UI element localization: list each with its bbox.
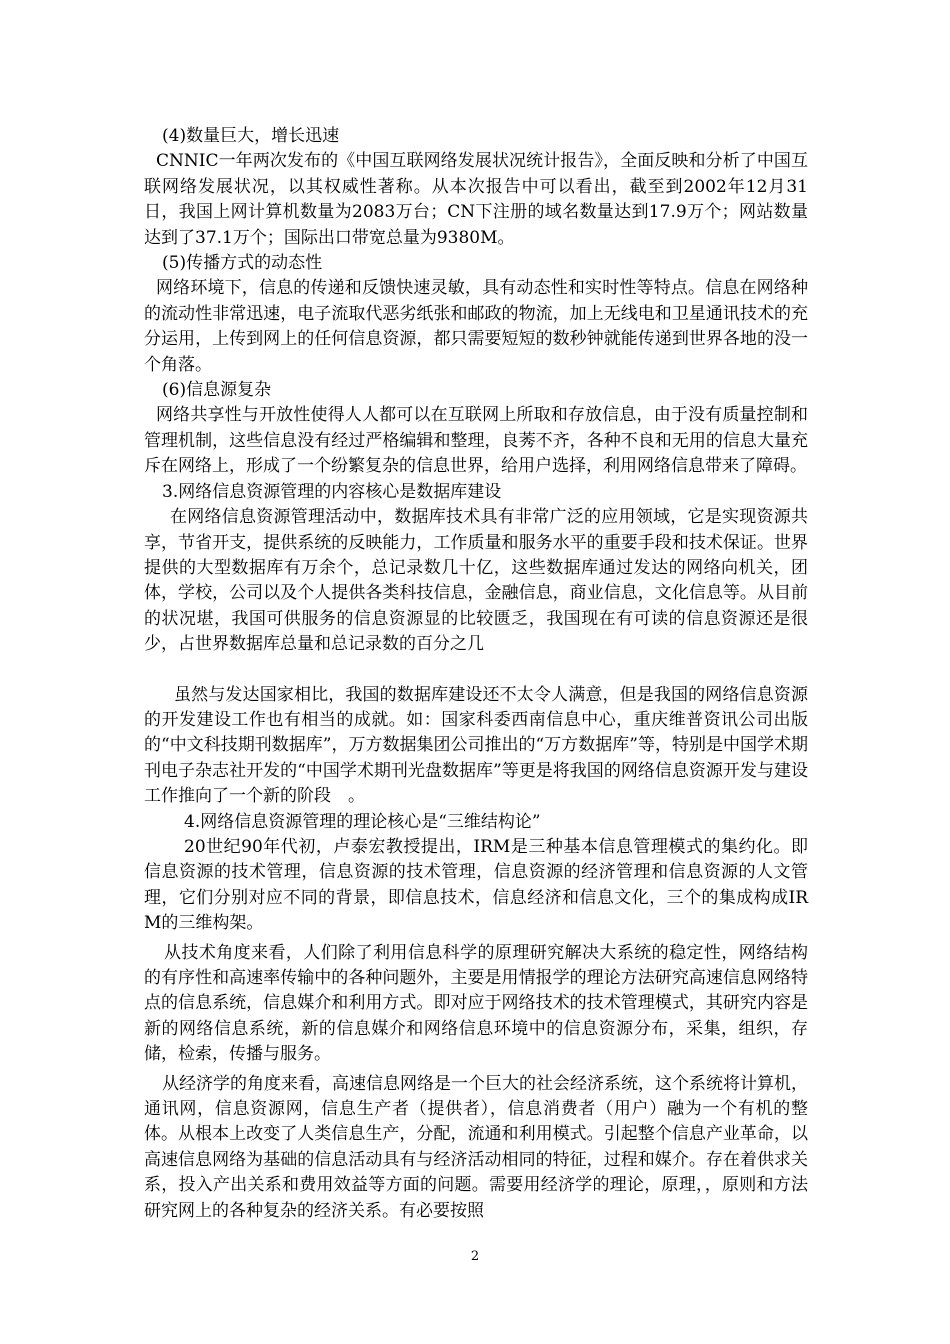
paragraph: 网络共享性与开放性使得人人都可以在互联网上所取和存放信息，由于没有质量控制和管理机制，这些信息没有经过严格编辑和整理，良莠不齐，各种不良和无用的信息大量充斥在网络上，形成了一个纷繁复杂的信息世界，给用户选择，利用网络信息带来了障碍。 [144, 405, 808, 477]
section-heading: (6)信息源复杂 [162, 380, 272, 401]
paragraph: 在网络信息资源管理活动中，数据库技术具有非常广泛的应用领域，它是实现资源共享，节省开支，提供系统的反映能力，工作质量和服务水平的重要手段和技术保证。世界提供的大型数据库有万余个，总记录数几十亿，这些数据库通过发达的网络向机关，团体，学校，公司以及个人提供各类科技信息，金融信息，商业信息，文化信息等。从目前的状况堪，我国可供服务的信息资源显的比较匮乏，我国现在有可读的信息资源还是很少，占世界数据库总量和总记录数的百分之几 [144, 507, 808, 655]
paragraph: 虽然与发达国家相比，我国的数据库建设还不太令人满意，但是我国的网络信息资源的开发建设工作也有相当的成就。如：国家科委西南信息中心，重庆维普资讯公司出版的“中文科技期刊数据库”，万方数据集团公司推出的“万方数据库”等，特别是中国学术期刊电子杂志社开发的“中国学术期刊光盘数据库”等更是将我国的网络信息资源开发与建设工作推向了一个新的阶段 。 [144, 684, 808, 807]
paragraph: CNNIC一年两次发布的《中国互联网络发展状况统计报告》，全面反映和分析了中国互联网络发展状况，以其权威性著称。从本次报告中可以看出，截至到2002年12月31日，我国上网计算机数量为2083万台；CN下注册的域名数量达到17.9万个；网站数量达到了37.1万个；国际出口带宽总量为9380M。 [144, 151, 808, 248]
blank-line [144, 658, 808, 683]
page-number: 2 [470, 1249, 480, 1264]
section-heading: 4.网络信息资源管理的理论核心是“三维结构论” [184, 811, 541, 832]
paragraph: 网络环境下，信息的传递和反馈快速灵敏，具有动态性和实时性等特点。信息在网络种的流动性非常迅速，电子流取代恶劣纸张和邮政的物流，加上无线电和卫星通讯技术的充分运用，上传到网上的任何信息资源，都只需要短短的数秒钟就能传递到世界各地的没一个角落。 [144, 278, 808, 375]
paragraph: 从经济学的角度来看，高速信息网络是一个巨大的社会经济系统，这个系统将计算机，通讯网，信息资源网，信息生产者（提供者），信息消费者（用户）融为一个有机的整体。从根本上改变了人类信息生产，分配，流通和利用模式。引起整个信息产业革命，以高速信息网络为基础的信息活动具有与经济活动相同的特征，过程和媒介。存在着供求关系，投入产出关系和费用效益等方面的问题。需要用经济学的理论，原理，，原则和方法研究网上的各种复杂的经济关系。有必要按照 [144, 1073, 808, 1221]
paragraph: 从技术角度来看，人们除了利用信息科学的原理研究解决大系统的稳定性，网络结构的有序性和高速率传输中的各种问题外，主要是用情报学的理论方法研究高速信息网络特点的信息系统，信息媒介和利用方式。即对应于网络技术的技术管理模式，其研究内容是新的网络信息系统，新的信息媒介和网络信息环境中的信息资源分布，采集，组织，存储，检索，传播与服务。 [144, 942, 808, 1065]
section-heading: 3.网络信息资源管理的内容核心是数据库建设 [162, 481, 502, 502]
paragraph: 20世纪90年代初，卢泰宏教授提出，IRM是三种基本信息管理模式的集约化。即信息资源的技术管理，信息资源的技术管理，信息资源的经济管理和信息资源的人文管理，它们分别对应不同的背景，即信息技术，信息经济和信息文化，三个的集成构成IRM的三维构架。 [144, 836, 808, 934]
document-body [144, 124, 808, 1224]
section-heading: (4)数量巨大，增长迅速 [162, 126, 340, 146]
section-heading: (5)传播方式的动态性 [162, 253, 323, 274]
